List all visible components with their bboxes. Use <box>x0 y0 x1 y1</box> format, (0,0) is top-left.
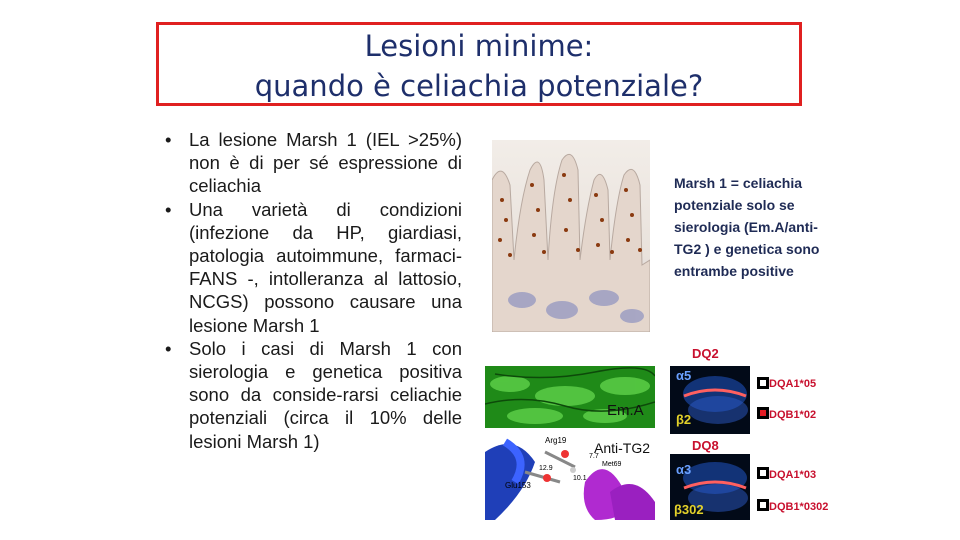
bullet-list <box>165 128 462 453</box>
biopsy-histology-image <box>492 140 650 332</box>
ema-label: Em.A <box>607 402 644 419</box>
bullet-item: • Una varietà di condizioni (infezione da HP, giardiasi, patologia autoimmune, farmaci- FANS -, intolleranza al lattosio, NCGS) possono causare una lesione Marsh 1 <box>165 198 462 337</box>
mol-label: 7.7 <box>589 453 599 460</box>
mol-label: 12.9 <box>539 465 553 472</box>
dq8-beta-label: β302 <box>674 502 704 517</box>
dq8-allele1: DQA1*03 <box>769 469 817 481</box>
title-line-1: Lesioni minime: <box>364 29 594 63</box>
marsh-note: Marsh 1 = celiachia potenziale solo se sierologia (Em.A/anti-TG2 ) e genetica sono entrambe positive <box>674 175 820 279</box>
dq8-heading: DQ8 <box>692 438 719 453</box>
dq8-allele2: DQB1*0302 <box>769 501 829 513</box>
mol-label: Arg19 <box>545 436 567 445</box>
mol-label: 10.1 <box>573 475 587 482</box>
dq2-heading: DQ2 <box>692 346 719 361</box>
slide-title <box>156 26 802 106</box>
dq2-allele2: DQB1*02 <box>769 409 817 421</box>
bullet-item: • La lesione Marsh 1 (IEL >25%) non è di per sé espressione di celiachia <box>165 128 462 198</box>
dq2-alpha-label: α5 <box>676 368 692 383</box>
mol-label: Glu153 <box>505 481 531 490</box>
dq2-allele1: DQA1*05 <box>769 378 817 390</box>
bullet-item: • Solo i casi di Marsh 1 con sierologia e genetica positiva sono da conside-rarsi celiachie potenziali (circa il 10% delle lesioni Marsh 1) <box>165 337 462 453</box>
dq2-allele2-marker-icon <box>757 407 769 419</box>
dq8-allele2-marker-icon <box>757 499 769 511</box>
anti-tg2-label: Anti-TG2 <box>594 440 651 456</box>
dq8-alpha-label: α3 <box>676 462 692 477</box>
dq2-beta-label: β2 <box>676 412 692 427</box>
dq8-allele1-marker-icon <box>757 467 769 479</box>
mol-label: Met69 <box>602 461 622 468</box>
dq2-allele1-marker-icon <box>757 377 769 389</box>
title-line-2: quando è celiachia potenziale? <box>254 69 704 103</box>
